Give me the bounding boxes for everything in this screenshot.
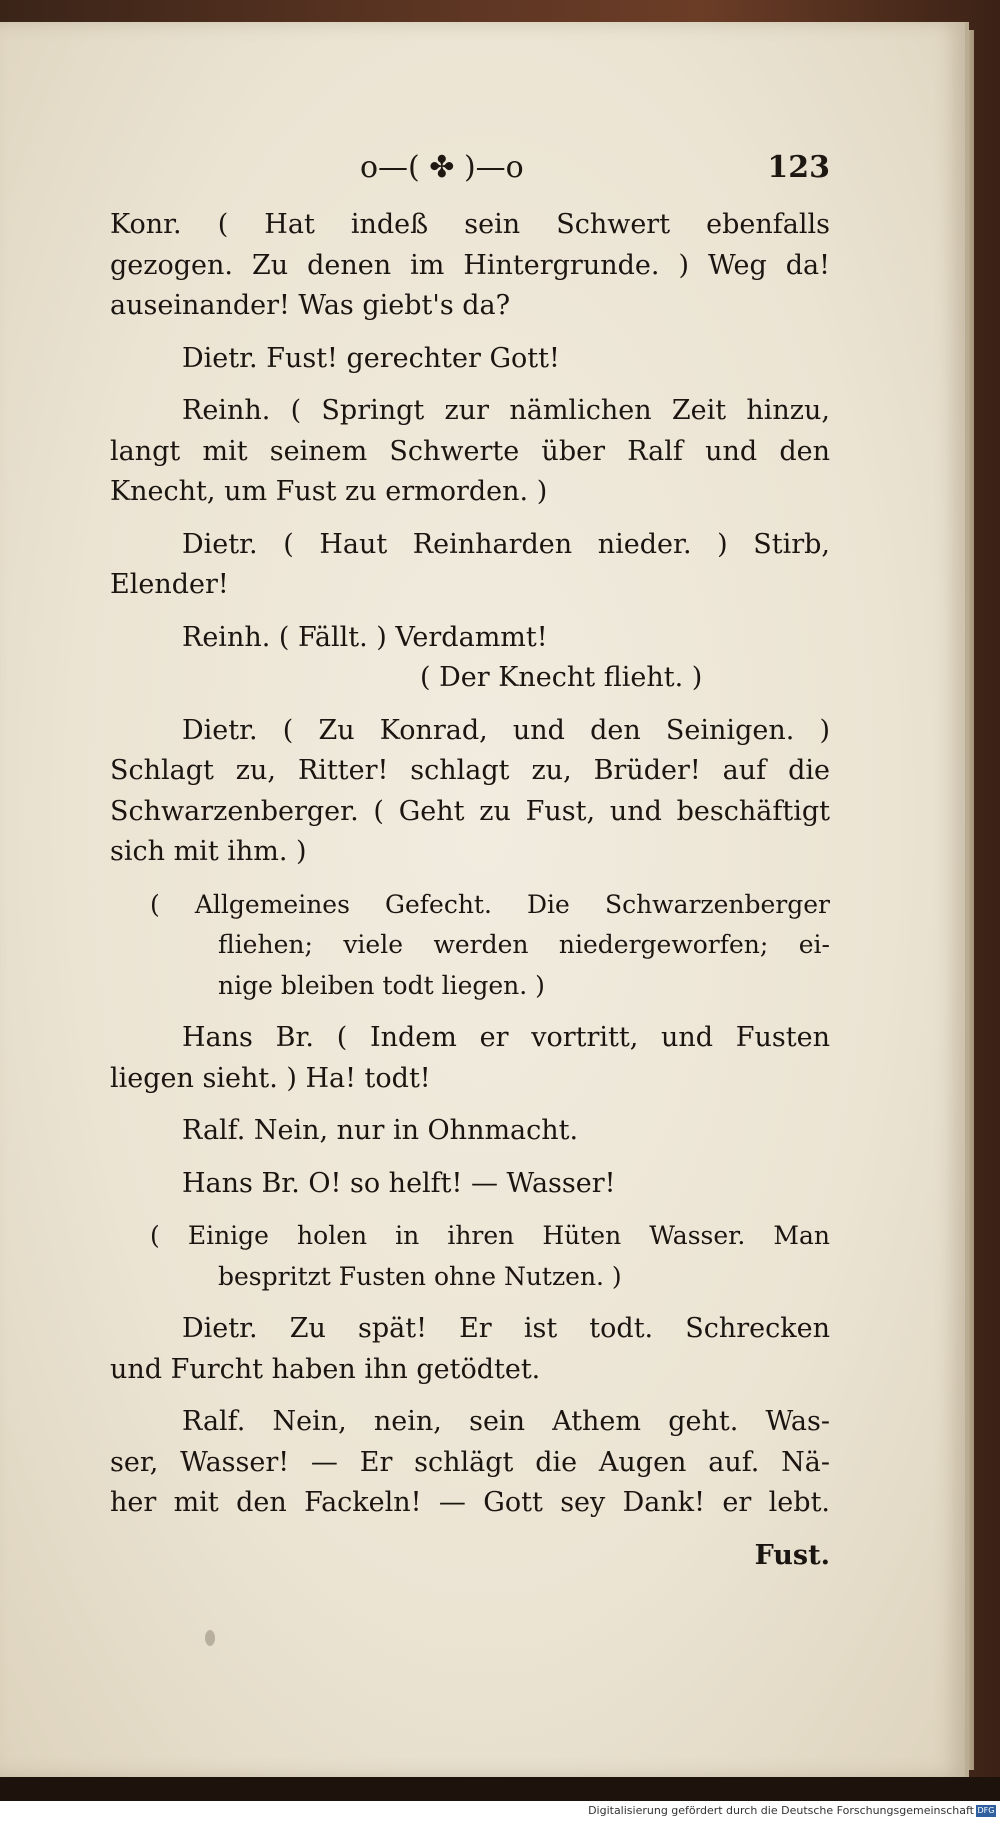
stage-direction: ( Der Knecht flieht. ) — [420, 662, 703, 693]
text-line: und Furcht haben ihn getödtet. — [110, 1353, 541, 1385]
stage-direction: ( Allgemeines Gefecht. Die Schwarzenberger — [150, 889, 830, 919]
text-line: ser, Wasser! — Er schlägt die Augen auf. Nä- — [110, 1446, 830, 1478]
text-line: auseinander! Was giebt's da? — [110, 290, 511, 321]
text-line: Elender! — [110, 569, 229, 600]
text-line: Ralf. Nein, nur in Ohnmacht. — [182, 1115, 579, 1146]
text-line: gezogen. Zu denen im Hintergrunde. ) Weg da! — [110, 249, 830, 281]
stage-direction: bespritzt Fusten ohne Nutzen. ) — [218, 1261, 622, 1291]
text-line: sich mit ihm. ) — [110, 836, 307, 867]
stage-direction: nige bleiben todt liegen. ) — [218, 970, 545, 1000]
text-line: Reinh. ( Springt zur nämlichen Zeit hinzu, — [182, 395, 830, 426]
running-header — [100, 150, 830, 190]
text-line: Dietr. Zu spät! Er ist todt. Schrecken — [182, 1313, 830, 1344]
stage-direction: ( Einige holen in ihren Hüten Wasser. Man — [150, 1221, 830, 1250]
page-text — [110, 205, 830, 1576]
catchword: Fust. — [754, 1539, 830, 1571]
text-line: Schlagt zu, Ritter! schlagt zu, Brüder! auf die — [110, 755, 830, 786]
text-line: Dietr. ( Zu Konrad, und den Seinigen. ) — [182, 714, 830, 746]
text-line: Dietr. Fust! gerechter Gott! — [182, 342, 560, 374]
text-line: Reinh. ( Fällt. ) Verdammt! — [182, 621, 548, 653]
text-line: liegen sieht. ) Ha! todt! — [110, 1062, 431, 1094]
text-line: Knecht, um Fust zu ermorden. ) — [110, 476, 548, 507]
text-line: her mit den Fackeln! — Gott sey Dank! er lebt. — [110, 1487, 830, 1518]
dfg-logo: DFG — [977, 1806, 995, 1815]
text-line: langt mit seinem Schwerte über Ralf und den — [110, 435, 830, 467]
text-line: Hans Br. O! so helft! — Wasser! — [182, 1167, 616, 1199]
text-line: Konr. ( Hat indeß sein Schwert ebenfalls — [110, 209, 830, 240]
ink-stain — [205, 1630, 215, 1646]
text-line: Ralf. Nein, nein, sein Athem geht. Was- — [182, 1406, 830, 1437]
stage-direction: fliehen; viele werden niedergeworfen; ei- — [218, 930, 830, 959]
page-number: 123 — [767, 150, 830, 185]
scan-border — [0, 1777, 1000, 1801]
text-line: Hans Br. ( Indem er vortritt, und Fusten — [182, 1022, 830, 1053]
text-line: Schwarzenberger. ( Geht zu Fust, und beschäftigt — [110, 795, 830, 827]
footer-credit: Digitalisierung gefördert durch die Deutsche Forschungsgemeinschaft — [588, 1804, 974, 1817]
text-line: Dietr. ( Haut Reinharden nieder. ) Stirb, — [182, 528, 830, 560]
digitization-footer — [0, 1801, 1000, 1821]
header-ornament: o—( ✤ )—o — [360, 150, 524, 185]
